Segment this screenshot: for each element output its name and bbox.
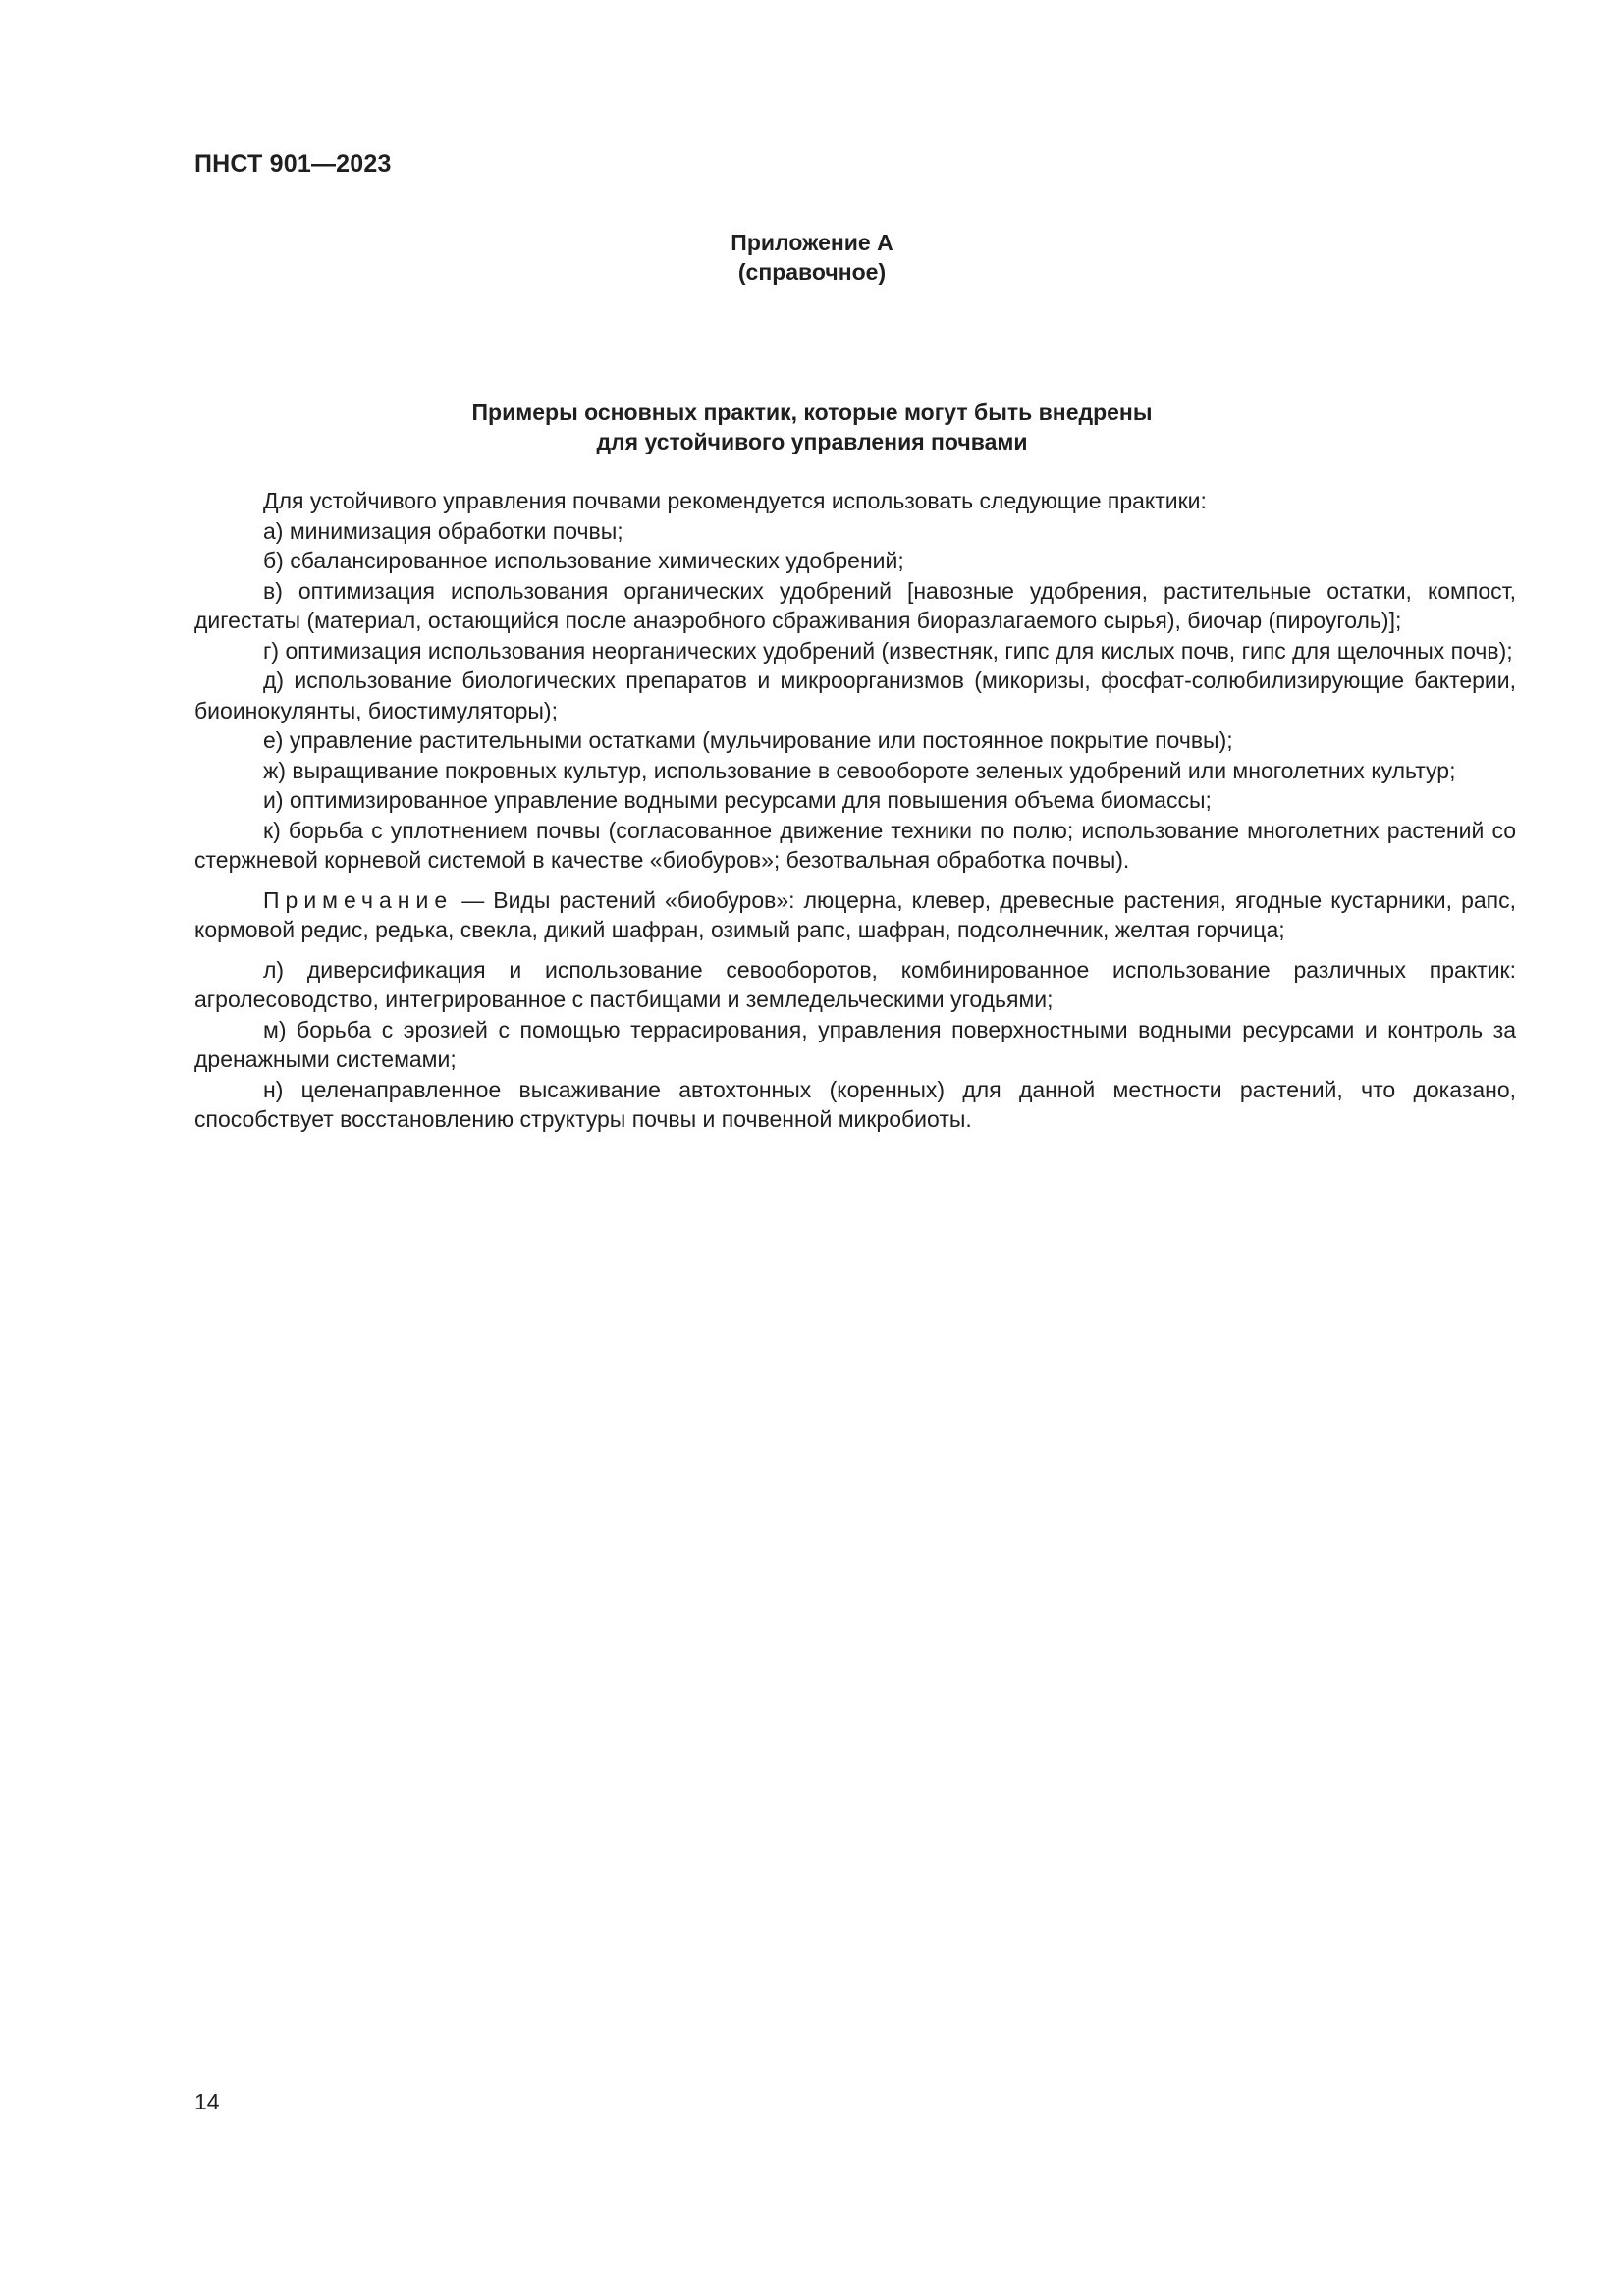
body-text [194, 486, 1516, 1135]
list-item: и) оптимизированное управление водными ресурсами для повышения объема биомассы; [263, 787, 1212, 813]
appendix-type: (справочное) [737, 259, 887, 285]
list-item: ж) выращивание покровных культур, использование в севообороте зеленых удобрений или многолетних культур; [263, 757, 1456, 783]
list-item: д) использование биологических препаратов и микроорганизмов (микоризы, фосфат-солюбилизирующие бактерии, биоинокулянты, биостимуляторы); [194, 667, 1516, 723]
section-heading [0, 398, 1624, 456]
document-code: ПНСТ 901—2023 [194, 150, 392, 178]
list-item: к) борьба с уплотнением почвы (согласованное движение техники по полю; использование многолетних растений со стержневой корневой системой в качестве «биобуров»; безотвальная обработка почвы). [194, 817, 1516, 873]
list-item: л) диверсификация и использование севооборотов, комбинированное использование различных практик: агролесоводство, интегрированное с пастбищами и земледельческими угодьями; [194, 956, 1516, 1012]
appendix-title-block [0, 228, 1624, 287]
note-label: Примечание [263, 886, 454, 913]
page-number: 14 [194, 2089, 220, 2114]
list-item: б) сбалансированное использование химических удобрений; [263, 548, 904, 573]
list-item: г) оптимизация использования неорганических удобрений (известняк, гипс для кислых почв, гипс для щелочных почв); [263, 637, 1513, 664]
section-heading-line-1: Примеры основных практик, которые могут быть внедрены [471, 400, 1153, 425]
note-paragraph [194, 885, 1516, 945]
appendix-title: Приложение А [731, 230, 893, 255]
intro-paragraph: Для устойчивого управления почвами рекомендуется использовать следующие практики: [263, 488, 1207, 513]
list-item: м) борьба с эрозией с помощью террасирования, управления поверхностными водными ресурсами и контроль за дренажными системами; [194, 1016, 1516, 1072]
list-item: а) минимизация обработки почвы; [263, 517, 623, 544]
list-item: е) управление растительными остатками (мульчирование или постоянное покрытие почвы); [263, 727, 1233, 753]
list-item: н) целенаправленное высаживание автохтонных (коренных) для данной местности растений, что доказано, способствует восстановлению структуры почвы и почвенной микробиоты. [194, 1076, 1516, 1132]
note-text: — Виды растений «биобуров»: люцерна, клевер, древесные растения, ягодные кустарники, рапс, кормовой редис, редька, свекла, дикий шафран, озимый рапс, шафран, подсолнечник, желтая горчица; [194, 886, 1516, 942]
section-heading-line-2: для устойчивого управления почвами [596, 429, 1028, 454]
list-item: в) оптимизация использования органических удобрений [навозные удобрения, растительные остатки, компост, дигестаты (материал, остающийся после анаэробного сбраживания биоразлагаемого сырья), биочар (пироуголь)]; [194, 577, 1516, 633]
